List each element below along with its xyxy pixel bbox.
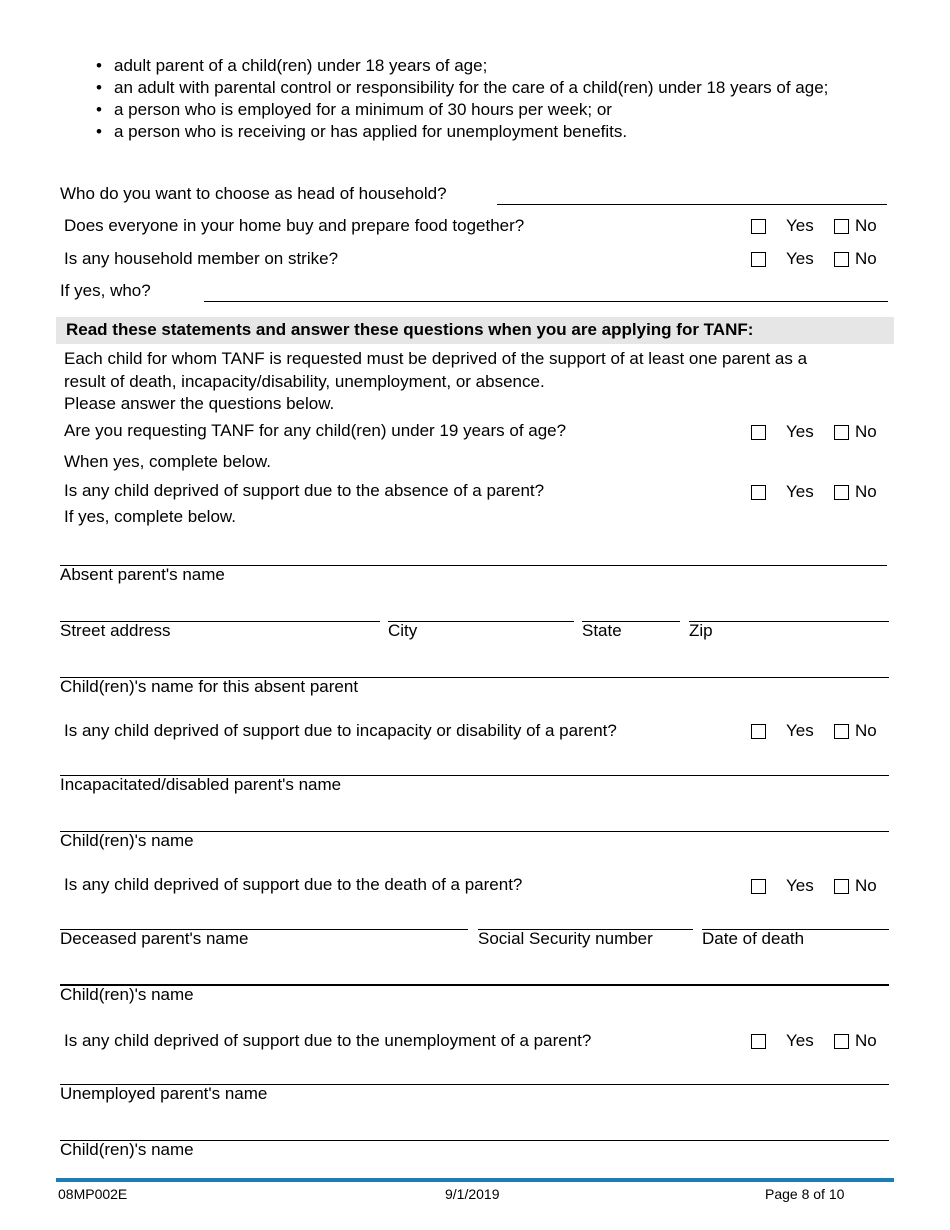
head-of-household-label: Who do you want to choose as head of household?: [60, 184, 447, 203]
incapacity-yes-checkbox[interactable]: [751, 724, 766, 739]
death-yes-checkbox[interactable]: [751, 879, 766, 894]
no-label: No: [855, 216, 877, 235]
street-address-label: Street address: [60, 621, 171, 640]
no-label: No: [855, 249, 877, 268]
city-label: City: [388, 621, 418, 640]
tanf-intro-line: Each child for whom TANF is requested must be deprived of the support of at least one parent as a: [64, 349, 808, 368]
if-yes-who-field[interactable]: [204, 301, 888, 302]
strike-yes-checkbox[interactable]: [751, 252, 766, 267]
incapacity-question: Is any child deprived of support due to incapacity or disability of a parent?: [64, 721, 617, 740]
state-label: State: [582, 621, 622, 640]
if-yes-who-label: If yes, who?: [60, 281, 151, 300]
yes-label: Yes: [786, 1031, 814, 1050]
no-label: No: [855, 721, 877, 740]
list-item: • an adult with parental control or responsibility for the care of a child(ren) under 18 years of age;: [96, 77, 876, 99]
incapacity-no-checkbox[interactable]: [834, 724, 849, 739]
no-label: No: [855, 876, 877, 895]
list-item: • a person who is receiving or has applied for unemployment benefits.: [96, 121, 876, 143]
date-of-death-label: Date of death: [702, 929, 805, 948]
strike-no-checkbox[interactable]: [834, 252, 849, 267]
unemployment-yes-checkbox[interactable]: [751, 1034, 766, 1049]
food-no-checkbox[interactable]: [834, 219, 849, 234]
tanf-section-header: [56, 317, 894, 344]
tanf-header-text: Read these statements and answer these questions when you are applying for TANF:: [66, 320, 754, 339]
zip-label: Zip: [689, 621, 713, 640]
under19-question: Are you requesting TANF for any child(ren) under 19 years of age?: [64, 421, 567, 440]
absent-parent-name-label: Absent parent's name: [60, 565, 225, 584]
food-yes-checkbox[interactable]: [751, 219, 766, 234]
yes-label: Yes: [786, 482, 814, 501]
form-id: 08MP002E: [58, 1186, 128, 1202]
death-question: Is any child deprived of support due to the death of a parent?: [64, 875, 523, 894]
when-yes-text: When yes, complete below.: [64, 452, 271, 471]
tanf-intro-line: Please answer the questions below.: [64, 394, 335, 413]
yes-label: Yes: [786, 876, 814, 895]
no-label: No: [855, 422, 877, 441]
unemployment-question: Is any child deprived of support due to the unemployment of a parent?: [64, 1031, 592, 1050]
unemployed-parent-name-label: Unemployed parent's name: [60, 1084, 268, 1103]
food-question: Does everyone in your home buy and prepare food together?: [64, 216, 525, 235]
absence-yes-checkbox[interactable]: [751, 485, 766, 500]
absence-question: Is any child deprived of support due to the absence of a parent?: [64, 481, 545, 500]
ssn-label: Social Security number: [478, 929, 653, 948]
yes-label: Yes: [786, 721, 814, 740]
yes-label: Yes: [786, 216, 814, 235]
absence-no-checkbox[interactable]: [834, 485, 849, 500]
list-item: • adult parent of a child(ren) under 18 years of age;: [96, 55, 876, 77]
no-label: No: [855, 482, 877, 501]
strike-question: Is any household member on strike?: [64, 249, 339, 268]
no-label: No: [855, 1031, 877, 1050]
under19-yes-checkbox[interactable]: [751, 425, 766, 440]
footer-divider: [56, 1178, 894, 1182]
eligibility-list: [96, 55, 876, 143]
yes-label: Yes: [786, 249, 814, 268]
yes-label: Yes: [786, 422, 814, 441]
tanf-intro-line: result of death, incapacity/disability, unemployment, or absence.: [64, 372, 545, 391]
unemployment-no-checkbox[interactable]: [834, 1034, 849, 1049]
death-no-checkbox[interactable]: [834, 879, 849, 894]
children-absent-label: Child(ren)'s name for this absent parent: [60, 677, 359, 696]
list-item: • a person who is employed for a minimum of 30 hours per week; or: [96, 99, 876, 121]
deceased-parent-name-label: Deceased parent's name: [60, 929, 249, 948]
incap-parent-name-label: Incapacitated/disabled parent's name: [60, 775, 342, 794]
zip-field[interactable]: [689, 621, 889, 622]
under19-no-checkbox[interactable]: [834, 425, 849, 440]
if-yes-complete-text: If yes, complete below.: [64, 507, 236, 526]
children-name-label: Child(ren)'s name: [60, 1140, 194, 1159]
head-of-household-field[interactable]: [497, 204, 887, 205]
page-number: Page 8 of 10: [765, 1186, 845, 1202]
children-name-label: Child(ren)'s name: [60, 985, 194, 1004]
children-name-label: Child(ren)'s name: [60, 831, 194, 850]
form-date: 9/1/2019: [445, 1186, 500, 1202]
